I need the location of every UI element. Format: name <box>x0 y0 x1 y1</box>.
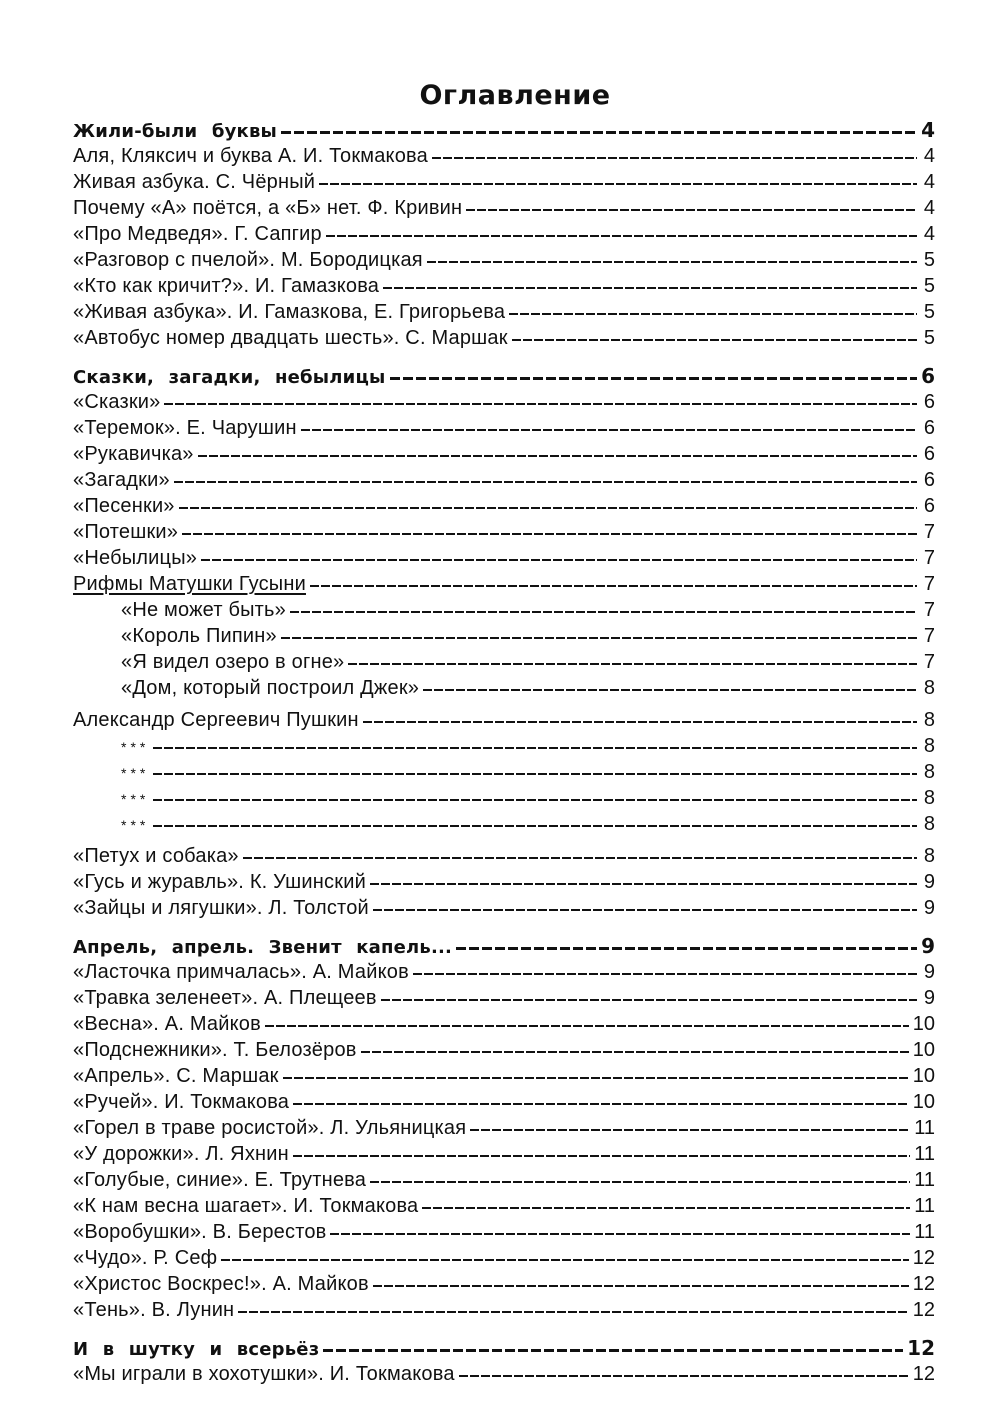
page-number: 7 <box>923 547 935 569</box>
section-heading-letters[interactable] <box>73 117 935 143</box>
toc-entry[interactable] <box>73 1037 935 1063</box>
toc-entry[interactable] <box>73 415 935 441</box>
entry-title: Александр Сергеевич Пушкин <box>73 709 359 731</box>
page-number: 9 <box>921 934 935 958</box>
page-number: 6 <box>923 469 935 491</box>
dot-leader <box>470 1129 910 1131</box>
entry-title: Живая азбука. С. Чёрный <box>73 171 316 193</box>
entry-title: «К нам весна шагает». И. Токмакова <box>73 1195 419 1217</box>
toc-entry[interactable] <box>73 299 935 325</box>
entry-title: «Небылицы» <box>73 547 198 569</box>
toc-entry[interactable] <box>73 1063 935 1089</box>
page-number: 4 <box>923 171 935 193</box>
page-number: 7 <box>923 599 935 621</box>
page-number: 10 <box>912 1065 935 1087</box>
dot-leader <box>293 1155 910 1157</box>
entry-title: «Горел в траве росистой». Л. Ульяницкая <box>73 1117 467 1139</box>
dot-leader <box>201 559 917 561</box>
toc-entry[interactable] <box>73 247 935 273</box>
entry-title: «Голубые, синие». Е. Трутнева <box>73 1169 367 1191</box>
entry-title: «Зайцы и лягушки». Л. Толстой <box>73 897 369 919</box>
toc-entry[interactable] <box>73 597 935 623</box>
page-number: 12 <box>912 1363 935 1385</box>
page-number: 7 <box>923 573 935 595</box>
toc-entry[interactable] <box>73 1297 935 1323</box>
toc-entry[interactable] <box>73 545 935 571</box>
dot-leader <box>265 1025 909 1027</box>
toc-entry[interactable] <box>73 1089 935 1115</box>
toc-entry[interactable] <box>73 493 935 519</box>
dot-leader <box>221 1259 908 1261</box>
dot-leader <box>179 507 917 509</box>
entry-title: «Весна». А. Майков <box>73 1013 261 1035</box>
dot-leader <box>413 973 917 975</box>
page-number: 11 <box>914 1143 935 1165</box>
entry-title: «Король Пипин» <box>121 625 277 647</box>
dot-leader <box>326 235 917 237</box>
toc-entry[interactable] <box>73 325 935 351</box>
page-number: 5 <box>923 301 935 323</box>
dot-leader <box>427 261 917 263</box>
entry-title: «Кто как кричит?». И. Гамазкова <box>73 275 380 297</box>
toc-entry[interactable] <box>73 169 935 195</box>
toc-entry[interactable] <box>73 1011 935 1037</box>
entry-title: Аля, Кляксич и буква А. И. Токмакова <box>73 145 428 167</box>
page-number: 12 <box>912 1273 935 1295</box>
section-heading-title: Апрель, апрель. Звенит капель... <box>73 937 453 958</box>
entry-title: Рифмы Матушки Гусыни <box>73 573 306 595</box>
dot-leader <box>373 1285 909 1287</box>
entry-title: «Тень». В. Лунин <box>73 1299 235 1321</box>
entry-title: *** <box>121 765 150 781</box>
page-number: 5 <box>923 327 935 349</box>
page-number: 11 <box>914 1169 935 1191</box>
entry-title: «Живая азбука». И. Гамазкова, Е. Григорьева <box>73 301 506 323</box>
dot-leader <box>323 1349 903 1352</box>
dot-leader <box>290 611 917 613</box>
toc-entry[interactable] <box>73 843 935 869</box>
entry-title: Почему «А» поётся, а «Б» нет. Ф. Кривин <box>73 197 463 219</box>
page-number: 12 <box>912 1299 935 1321</box>
page-number: 8 <box>923 677 935 699</box>
toc-entry[interactable] <box>73 1167 935 1193</box>
dot-leader <box>310 585 917 587</box>
page-title: Оглавление <box>419 80 611 111</box>
entry-title: «Потешки» <box>73 521 179 543</box>
toc-entry[interactable] <box>73 1219 935 1245</box>
toc-entry[interactable] <box>73 1361 935 1387</box>
page-number: 11 <box>914 1195 935 1217</box>
dot-leader <box>174 481 917 483</box>
page-number: 5 <box>923 275 935 297</box>
page-number: 4 <box>923 145 935 167</box>
page-number: 4 <box>921 118 935 142</box>
toc-entry[interactable] <box>73 811 935 837</box>
dot-leader <box>182 533 917 535</box>
toc-entry[interactable] <box>73 221 935 247</box>
page-number: 7 <box>923 625 935 647</box>
toc-entry[interactable] <box>73 675 935 701</box>
dot-leader <box>361 1051 909 1053</box>
page-number: 9 <box>923 987 935 1009</box>
toc-entry[interactable] <box>73 143 935 169</box>
dot-leader <box>363 721 917 723</box>
toc-entry[interactable] <box>73 895 935 921</box>
section-heading-title: Сказки, загадки, небылицы <box>73 367 386 388</box>
toc-entry[interactable] <box>73 985 935 1011</box>
table-of-contents <box>73 117 935 1387</box>
page-number: 8 <box>923 813 935 835</box>
dot-leader <box>381 999 917 1001</box>
dot-leader <box>153 747 917 749</box>
page-number: 8 <box>923 735 935 757</box>
toc-entry[interactable] <box>73 467 935 493</box>
toc-subgroup-heading[interactable] <box>73 707 935 733</box>
toc-entry[interactable] <box>73 273 935 299</box>
entry-title: «Автобус номер двадцать шесть». С. Маршак <box>73 327 508 349</box>
entry-title: «Не может быть» <box>121 599 286 621</box>
toc-entry[interactable] <box>73 1193 935 1219</box>
entry-title: «Сказки» <box>73 391 161 413</box>
section-heading-april[interactable] <box>73 933 935 959</box>
dot-leader <box>422 1207 910 1209</box>
dot-leader <box>459 1375 909 1377</box>
toc-entry[interactable] <box>73 195 935 221</box>
dot-leader <box>238 1311 908 1313</box>
page-number: 4 <box>923 223 935 245</box>
toc-entry[interactable] <box>73 759 935 785</box>
toc-entry[interactable] <box>73 519 935 545</box>
page-number: 6 <box>921 364 935 388</box>
dot-leader <box>153 825 917 827</box>
entry-title: «Ласточка примчалась». А. Майков <box>73 961 409 983</box>
page-number: 6 <box>923 417 935 439</box>
toc-entry[interactable] <box>73 649 935 675</box>
page-number: 9 <box>923 871 935 893</box>
entry-title: *** <box>121 791 150 807</box>
toc-entry[interactable] <box>73 1245 935 1271</box>
page-number: 8 <box>923 845 935 867</box>
dot-leader <box>319 183 917 185</box>
dot-leader <box>330 1233 910 1235</box>
dot-leader <box>466 209 917 211</box>
dot-leader <box>153 773 917 775</box>
page-number: 8 <box>923 709 935 731</box>
dot-leader <box>432 157 917 159</box>
dot-leader <box>153 799 917 801</box>
entry-title: «Теремок». Е. Чарушин <box>73 417 297 439</box>
entry-title: «Воробушки». В. Берестов <box>73 1221 327 1243</box>
dot-leader <box>348 663 917 665</box>
entry-title: «Апрель». С. Маршак <box>73 1065 279 1087</box>
section-heading-title: И в шутку и всерьёз <box>73 1339 320 1360</box>
dot-leader <box>370 883 917 885</box>
entry-title: «Христос Воскрес!». А. Майков <box>73 1273 369 1295</box>
page-number: 12 <box>912 1247 935 1269</box>
dot-leader <box>370 1181 910 1183</box>
dot-leader <box>509 313 917 315</box>
toc-entry[interactable] <box>73 733 935 759</box>
page-number: 12 <box>907 1336 935 1360</box>
page-number: 7 <box>923 521 935 543</box>
entry-title: «Разговор с пчелой». М. Бородицкая <box>73 249 423 271</box>
page-number: 6 <box>923 443 935 465</box>
page-number: 10 <box>912 1091 935 1113</box>
dot-leader <box>243 857 917 859</box>
section-heading-title: Жили-были буквы <box>73 121 278 142</box>
page-number: 7 <box>923 651 935 673</box>
page-number: 6 <box>923 391 935 413</box>
dot-leader <box>281 637 917 639</box>
toc-entry[interactable] <box>73 869 935 895</box>
toc-entry[interactable] <box>73 1115 935 1141</box>
toc-subgroup-heading[interactable] <box>73 571 935 597</box>
dot-leader <box>283 1077 909 1079</box>
toc-entry[interactable] <box>73 959 935 985</box>
entry-title: «Рукавичка» <box>73 443 194 465</box>
entry-title: *** <box>121 739 150 755</box>
dot-leader <box>301 429 917 431</box>
toc-entry[interactable] <box>73 1271 935 1297</box>
dot-leader <box>456 947 917 950</box>
dot-leader <box>423 689 917 691</box>
entry-title: «Дом, который построил Джек» <box>121 677 420 699</box>
entry-title: «Подснежники». Т. Белозёров <box>73 1039 357 1061</box>
toc-entry[interactable] <box>73 785 935 811</box>
toc-entry[interactable] <box>73 623 935 649</box>
page-number: 5 <box>923 249 935 271</box>
dot-leader <box>512 339 917 341</box>
entry-title: «Ручей». И. Токмакова <box>73 1091 290 1113</box>
entry-title: «Загадки» <box>73 469 170 491</box>
entry-title: «Гусь и журавль». К. Ушинский <box>73 871 366 893</box>
section-heading-jokes[interactable] <box>73 1335 935 1361</box>
dot-leader <box>293 1103 909 1105</box>
entry-title: *** <box>121 817 150 833</box>
toc-entry[interactable] <box>73 441 935 467</box>
entry-title: «Петух и собака» <box>73 845 239 867</box>
entry-title: «Песенки» <box>73 495 175 517</box>
page-number: 10 <box>912 1013 935 1035</box>
entry-title: «У дорожки». Л. Яхнин <box>73 1143 289 1165</box>
dot-leader <box>383 287 917 289</box>
dot-leader <box>373 909 917 911</box>
page-number: 8 <box>923 761 935 783</box>
page-number: 9 <box>923 961 935 983</box>
entry-title: «Мы играли в хохотушки». И. Токмакова <box>73 1363 455 1385</box>
page-number: 11 <box>914 1221 935 1243</box>
page-number: 6 <box>923 495 935 517</box>
dot-leader <box>390 377 918 380</box>
entry-title: «Чудо». Р. Сеф <box>73 1247 218 1269</box>
dot-leader <box>198 455 917 457</box>
page-number: 10 <box>912 1039 935 1061</box>
entry-title: «Про Медведя». Г. Сапгир <box>73 223 322 245</box>
page-number: 8 <box>923 787 935 809</box>
section-heading-tales[interactable] <box>73 363 935 389</box>
toc-entry[interactable] <box>73 389 935 415</box>
entry-title: «Травка зеленеет». А. Плещеев <box>73 987 377 1009</box>
page-number: 9 <box>923 897 935 919</box>
dot-leader <box>164 403 917 405</box>
toc-entry[interactable] <box>73 1141 935 1167</box>
page-number: 11 <box>914 1117 935 1139</box>
page-number: 4 <box>923 197 935 219</box>
dot-leader <box>281 131 917 134</box>
entry-title: «Я видел озеро в огне» <box>121 651 345 673</box>
